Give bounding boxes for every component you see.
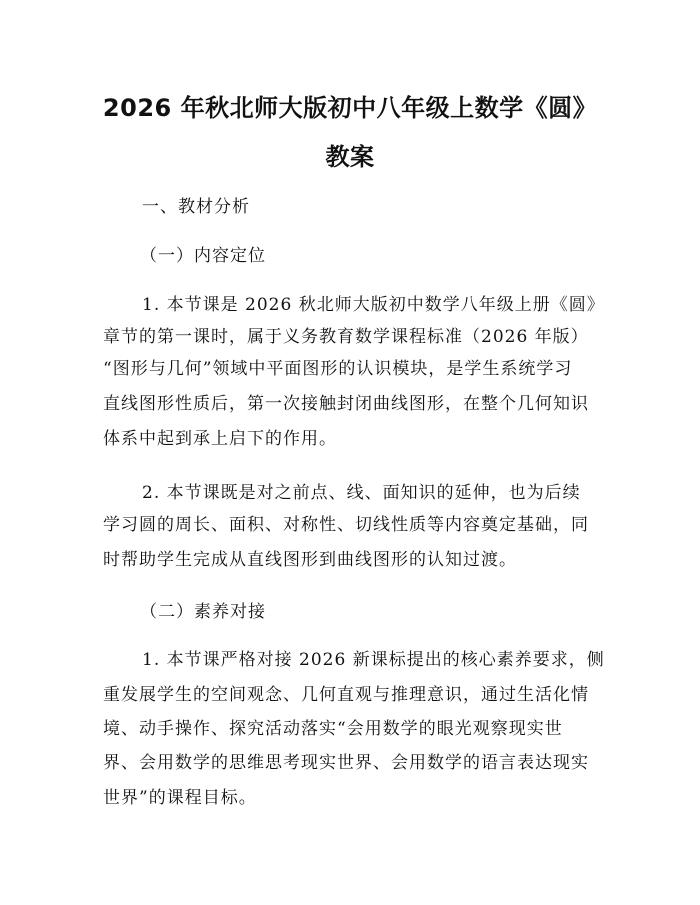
paragraph-1-line: 1. 本节课是 2026 秋北师大版初中数学八年级上册《圆》 [142, 295, 605, 315]
paragraph-3-line: 1. 本节课严格对接 2026 新课标提出的核心素养要求，侧 [142, 650, 605, 670]
paragraph-1-line: 直线图形性质后，第一次接触封闭曲线图形，在整个几何知识 [103, 394, 589, 414]
paragraph-1-line: 章节的第一课时，属于义务教育数学课程标准（2026 年版） [103, 327, 589, 347]
section-heading-teaching-material-analysis: 一、教材分析 [142, 197, 250, 217]
paragraph-1-line: “图形与几何”领域中平面图形的认识模块，是学生系统学习 [103, 359, 573, 379]
paragraph-2-line: 2. 本节课既是对之前点、线、面知识的延伸，也为后续 [142, 483, 581, 503]
subsection-heading-content-positioning: （一）内容定位 [140, 246, 266, 266]
paragraph-3-line: 重发展学生的空间观念、几何直观与推理意识，通过生活化情 [103, 685, 589, 705]
subsection-heading-literacy-alignment: （二）素养对接 [140, 602, 266, 622]
paragraph-2-line: 学习圆的周长、面积、对称性、切线性质等内容奠定基础，同 [103, 515, 589, 535]
document-title-line-1: 2026 年秋北师大版初中八年级上数学《圆》 [102, 94, 598, 122]
paragraph-1-line: 体系中起到承上启下的作用。 [103, 429, 337, 449]
document-title-line-2: 教案 [325, 143, 375, 171]
paragraph-3-line: 界、会用数学的思维思考现实世界、会用数学的语言表达现实 [103, 753, 589, 773]
paragraph-3-line: 境、动手操作、探究活动落实“会用数学的眼光观察现实世 [103, 719, 563, 739]
paragraph-2-line: 时帮助学生完成从直线图形到曲线图形的认知过渡。 [103, 550, 517, 570]
paragraph-3-line: 世界”的课程目标。 [103, 788, 257, 808]
